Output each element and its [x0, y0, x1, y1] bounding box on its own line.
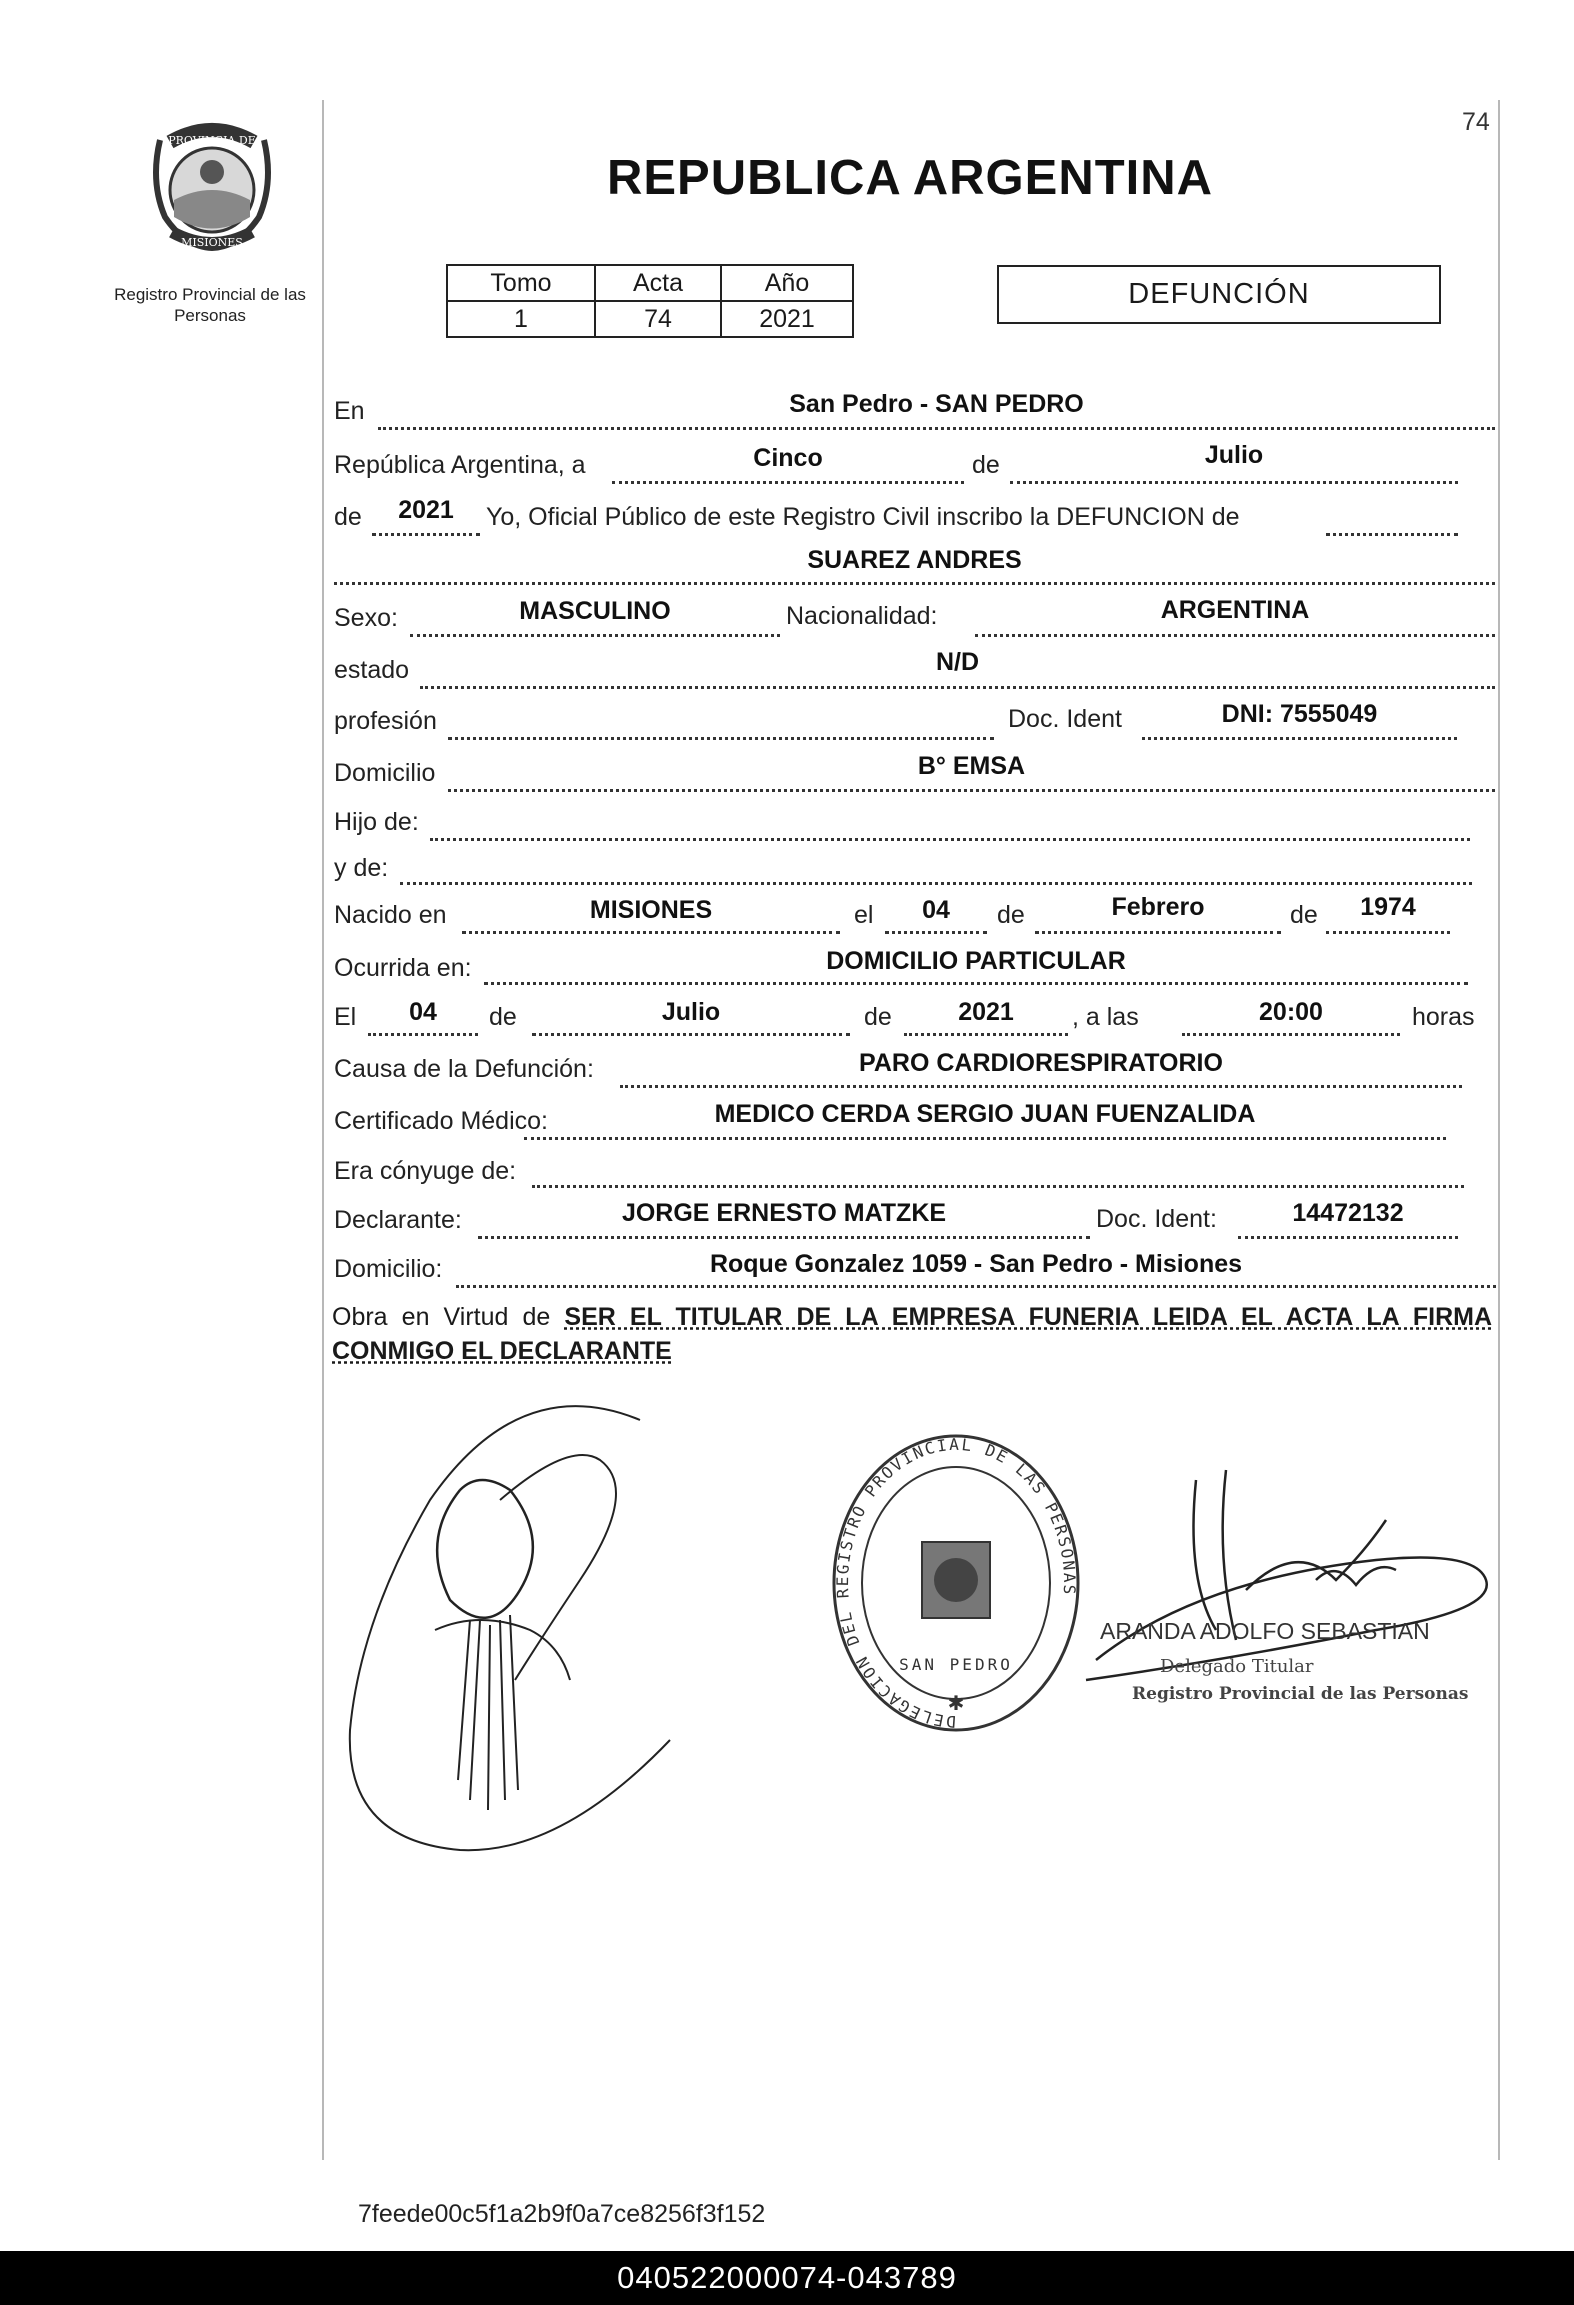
dotted-line: [462, 931, 840, 934]
dotted-line: [430, 838, 1470, 841]
value-nacionalidad: ARGENTINA: [1160, 596, 1310, 624]
dotted-line: [1182, 1033, 1400, 1036]
label-conyuge: Era cónyuge de:: [334, 1157, 517, 1185]
emblem-bottom-text: MISIONES: [181, 236, 243, 249]
value-doc: DNI: 7555049: [1221, 700, 1378, 728]
header-acta: Acta: [595, 265, 721, 301]
value-hora: 20:00: [1259, 998, 1323, 1026]
dotted-line: [532, 1033, 850, 1036]
svg-text:✱: ✱: [947, 1693, 965, 1715]
declarant-signature: [340, 1380, 740, 1860]
dotted-line: [1035, 931, 1281, 934]
label-a-las: , a las: [1072, 1003, 1139, 1031]
value-nac-anio: 1974: [1360, 893, 1416, 921]
label-causa: Causa de la Defunción:: [334, 1055, 594, 1083]
footer-code: 040522000074-043789: [0, 2251, 1574, 2305]
label-de: de: [864, 1003, 892, 1031]
emblem-top-text: PROVINCIA DE: [168, 134, 256, 147]
label-republica: República Argentina, a: [334, 451, 586, 479]
registry-stamp: [828, 1430, 1084, 1736]
label-hijo-de: Hijo de:: [334, 808, 419, 836]
value-lugar: San Pedro - SAN PEDRO: [789, 390, 1084, 418]
label-y-de: y de:: [334, 854, 389, 882]
value-nacido-en: MISIONES: [589, 896, 713, 924]
dotted-line: [484, 982, 1468, 985]
dotted-line: [1326, 931, 1450, 934]
official-office: Registro Provincial de las Personas: [1132, 1684, 1469, 1704]
value-mes: Julio: [1204, 441, 1264, 469]
dotted-line: [410, 634, 780, 637]
official-name: ARANDA ADOLFO SEBASTIAN: [1100, 1618, 1430, 1644]
value-sexo: MASCULINO: [519, 597, 671, 625]
label-obra: Obra en Virtud de: [332, 1303, 551, 1331]
provincial-seal-icon: [140, 122, 285, 252]
label-el: El: [334, 1003, 357, 1031]
value-declarante-doc: 14472132: [1292, 1199, 1404, 1227]
dotted-line: [478, 1236, 1090, 1239]
label-yo-text: Yo, Oficial Público de este Registro Civil inscribo la DEFUNCION de: [486, 503, 1240, 531]
dotted-line: [378, 427, 1495, 430]
label-nacido-en: Nacido en: [334, 901, 447, 929]
label-declarante: Declarante:: [334, 1206, 462, 1234]
dotted-line: [975, 634, 1495, 637]
label-estado: estado: [334, 656, 410, 684]
value-nac-dia: 04: [922, 896, 950, 924]
label-domicilio: Domicilio: [334, 759, 436, 787]
value-obra: SER EL TITULAR DE LA EMPRESA FUNERIA LEIDA EL ACTA LA FIRMA CONMIGO EL DECLARANTE: [332, 1303, 1493, 1365]
label-de: de: [1290, 901, 1318, 929]
dotted-line: [532, 1185, 1464, 1188]
value-ocurrida-en: DOMICILIO PARTICULAR: [826, 947, 1126, 975]
dotted-line: [524, 1137, 1446, 1140]
value-anio: 2021: [721, 301, 853, 337]
label-sexo: Sexo:: [334, 604, 398, 632]
label-de: de: [972, 451, 1000, 479]
stamp-center-text: SAN PEDRO: [899, 1655, 1013, 1674]
value-anio: 2021: [398, 496, 454, 524]
label-nacionalidad: Nacionalidad:: [786, 602, 938, 630]
value-domicilio: B° EMSA: [917, 752, 1026, 780]
value-def-mes: Julio: [661, 998, 721, 1026]
dotted-line: [448, 737, 994, 740]
label-el: el: [854, 901, 874, 929]
label-domicilio: Domicilio:: [334, 1255, 443, 1283]
label-de: de: [334, 503, 362, 531]
dotted-line: [420, 686, 1495, 689]
value-nombre: SUAREZ ANDRES: [807, 546, 1022, 574]
label-de: de: [489, 1003, 517, 1031]
value-causa: PARO CARDIORESPIRATORIO: [859, 1049, 1223, 1077]
label-horas: horas: [1412, 1003, 1475, 1031]
dotted-line: [448, 789, 1495, 792]
document-hash: 7feede00c5f1a2b9f0a7ce8256f3f152: [358, 2200, 766, 2228]
value-declarante-domicilio: Roque Gonzalez 1059 - San Pedro - Misiones: [709, 1250, 1243, 1278]
header-tomo: Tomo: [447, 265, 595, 301]
dotted-line: [334, 582, 1495, 585]
dotted-line: [400, 882, 1472, 885]
dotted-line: [456, 1285, 1496, 1288]
value-def-anio: 2021: [958, 998, 1014, 1026]
dotted-line: [368, 1033, 478, 1036]
official-role: Delegado Titular: [1160, 1656, 1314, 1677]
label-doc-ident: Doc. Ident:: [1096, 1205, 1217, 1233]
value-estado: N/D: [935, 648, 980, 676]
record-type-box: DEFUNCIÓN: [997, 265, 1441, 324]
obra-en-virtud: [332, 1300, 1492, 1368]
dotted-line: [1238, 1236, 1458, 1239]
label-doc-ident: Doc. Ident: [1008, 705, 1122, 733]
registry-label: Registro Provincial de las Personas: [114, 285, 306, 325]
stamp-ring-text: DELEGACION DEL REGISTRO PROVINCIAL DE LAS PERSONAS: [832, 1434, 1080, 1732]
value-nac-mes: Febrero: [1111, 893, 1205, 921]
label-profesion: profesión: [334, 707, 437, 735]
value-certificado: MEDICO CERDA SERGIO JUAN FUENZALIDA: [714, 1100, 1256, 1128]
label-de: de: [997, 901, 1025, 929]
dotted-line: [904, 1033, 1068, 1036]
page-number: 74: [1462, 108, 1490, 136]
value-declarante: JORGE ERNESTO MATZKE: [621, 1199, 947, 1227]
value-acta: 74: [595, 301, 721, 337]
dotted-line: [1142, 737, 1457, 740]
page-title: REPUBLICA ARGENTINA: [606, 151, 1214, 205]
label-certificado: Certificado Médico:: [334, 1107, 548, 1135]
header-anio: Año: [721, 265, 853, 301]
right-margin-line: [1498, 100, 1500, 2160]
dotted-line: [885, 931, 987, 934]
value-dia: Cinco: [753, 444, 823, 472]
acta-table: [446, 264, 854, 338]
label-en: En: [334, 397, 365, 425]
label-ocurrida-en: Ocurrida en:: [334, 954, 472, 982]
dotted-line: [620, 1085, 1462, 1088]
value-def-dia: 04: [409, 998, 437, 1026]
dotted-line: [1010, 481, 1458, 484]
dotted-line: [372, 533, 480, 536]
value-tomo: 1: [447, 301, 595, 337]
left-margin-line: [322, 100, 324, 2160]
dotted-line: [1326, 533, 1458, 536]
dotted-line: [612, 481, 964, 484]
